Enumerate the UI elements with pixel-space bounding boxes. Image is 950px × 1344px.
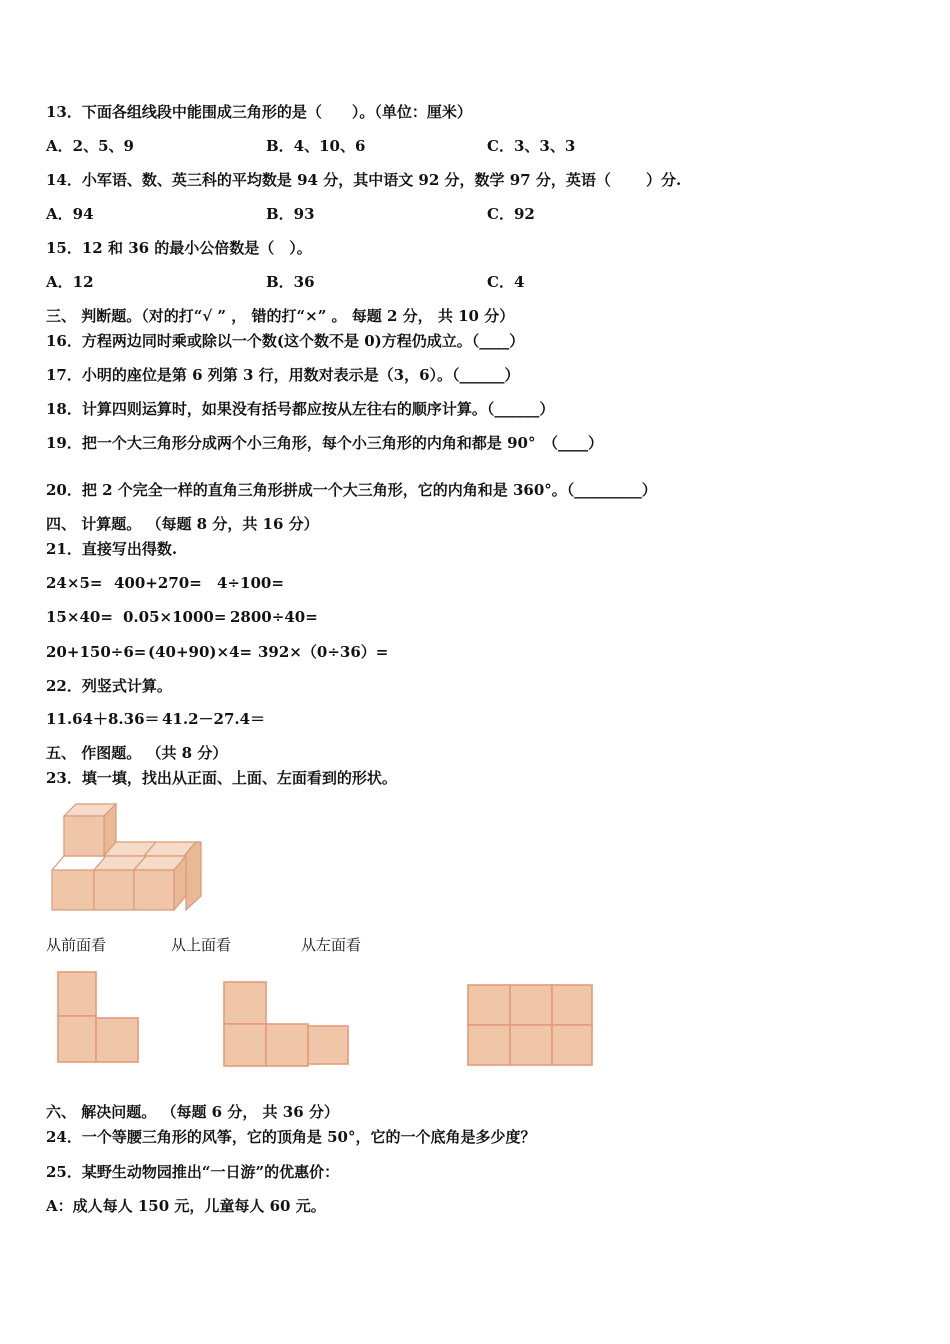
question-13-option-a: A．2、5、9 <box>46 137 134 155</box>
section-4-title: 四、 计算题。 （每题 8 分，共 16 分） <box>46 515 319 533</box>
view-square <box>224 982 266 1024</box>
view-label-top: 从上面看 <box>171 936 232 954</box>
question-19: 19．把一个大三角形分成两个小三角形，每个小三角形的内角和都是 90° （____） <box>46 434 603 452</box>
view-square <box>468 985 510 1025</box>
question-21-stem: 21．直接写出得数. <box>46 540 178 558</box>
question-20: 20．把 2 个完全一样的直角三角形拼成一个大三角形，它的内角和是 360°。（_________） <box>46 481 657 499</box>
cube-stack-figure <box>46 800 208 915</box>
calc-item: 24×5= <box>46 574 103 592</box>
question-14-option-c: C．92 <box>487 205 535 223</box>
view-square <box>308 1026 348 1064</box>
cube-face <box>134 870 174 910</box>
question-17: 17．小明的座位是第 6 列第 3 行，用数对表示是（3，6）。（______） <box>46 366 520 384</box>
question-13-option-b: B．4、10、6 <box>266 137 366 155</box>
view-square <box>266 1024 308 1066</box>
question-25-line-a: A：成人每人 150 元，儿童每人 60 元。 <box>46 1197 326 1215</box>
question-13-option-c: C．3、3、3 <box>487 137 576 155</box>
question-16: 16．方程两边同时乘或除以一个数(这个数不是 0)方程仍成立。（____） <box>46 332 525 350</box>
calc-item: 392×（0÷36）= <box>258 643 389 661</box>
view-square <box>58 972 96 1016</box>
view-label-left: 从左面看 <box>301 936 362 954</box>
view-shape-a <box>56 970 142 1064</box>
vertical-calc-item: 41.2－27.4＝ <box>162 710 266 728</box>
question-14-option-b: B．93 <box>266 205 315 223</box>
question-18: 18．计算四则运算时，如果没有括号都应按从左往右的顺序计算。（______） <box>46 400 555 418</box>
view-square <box>58 1016 96 1062</box>
view-square <box>552 985 592 1025</box>
view-shape-b <box>222 980 352 1068</box>
calc-item: 400+270= <box>114 574 202 592</box>
section-5-title: 五、 作图题。 （共 8 分） <box>46 744 228 762</box>
view-square <box>96 1018 138 1062</box>
question-15-stem: 15．12 和 36 的最小公倍数是（ ）。 <box>46 239 312 257</box>
cube-face <box>64 816 104 856</box>
calc-item: 0.05×1000= <box>123 608 227 626</box>
question-14-option-a: A．94 <box>46 205 94 223</box>
question-15-option-a: A．12 <box>46 273 94 291</box>
calc-item: 20+150÷6= <box>46 643 147 661</box>
section-3-title: 三、 判断题。（对的打“√ ” ， 错的打“×” 。 每题 2 分， 共 10 分） <box>46 307 515 325</box>
view-label-front: 从前面看 <box>46 936 107 954</box>
calc-item: 15×40= <box>46 608 113 626</box>
question-25-stem: 25．某野生动物园推出“一日游”的优惠价： <box>46 1163 340 1181</box>
question-13-stem: 13．下面各组线段中能围成三角形的是（ ）。（单位：厘米） <box>46 103 472 121</box>
calc-item: 2800÷40= <box>230 608 318 626</box>
view-square <box>510 1025 552 1065</box>
view-square <box>510 985 552 1025</box>
cube-face <box>94 870 134 910</box>
view-square <box>468 1025 510 1065</box>
question-23-stem: 23．填一填，找出从正面、上面、左面看到的形状。 <box>46 769 397 787</box>
section-6-title: 六、 解决问题。 （每题 6 分， 共 36 分） <box>46 1103 339 1121</box>
vertical-calc-item: 11.64＋8.36＝ <box>46 710 160 728</box>
view-shape-c <box>466 983 596 1067</box>
cube-face <box>52 870 94 910</box>
question-24: 24．一个等腰三角形的风筝，它的顶角是 50°，它的一个底角是多少度？ <box>46 1128 536 1146</box>
view-square <box>224 1024 266 1066</box>
question-15-option-c: C．4 <box>487 273 525 291</box>
question-14-stem: 14．小军语、数、英三科的平均数是 94 分，其中语文 92 分，数学 97 分，英语（ ）分. <box>46 171 682 189</box>
calc-item: 4÷100= <box>217 574 284 592</box>
question-15-option-b: B．36 <box>266 273 315 291</box>
question-22-stem: 22．列竖式计算。 <box>46 677 172 695</box>
calc-item: (40+90)×4= <box>148 643 253 661</box>
view-square <box>552 1025 592 1065</box>
